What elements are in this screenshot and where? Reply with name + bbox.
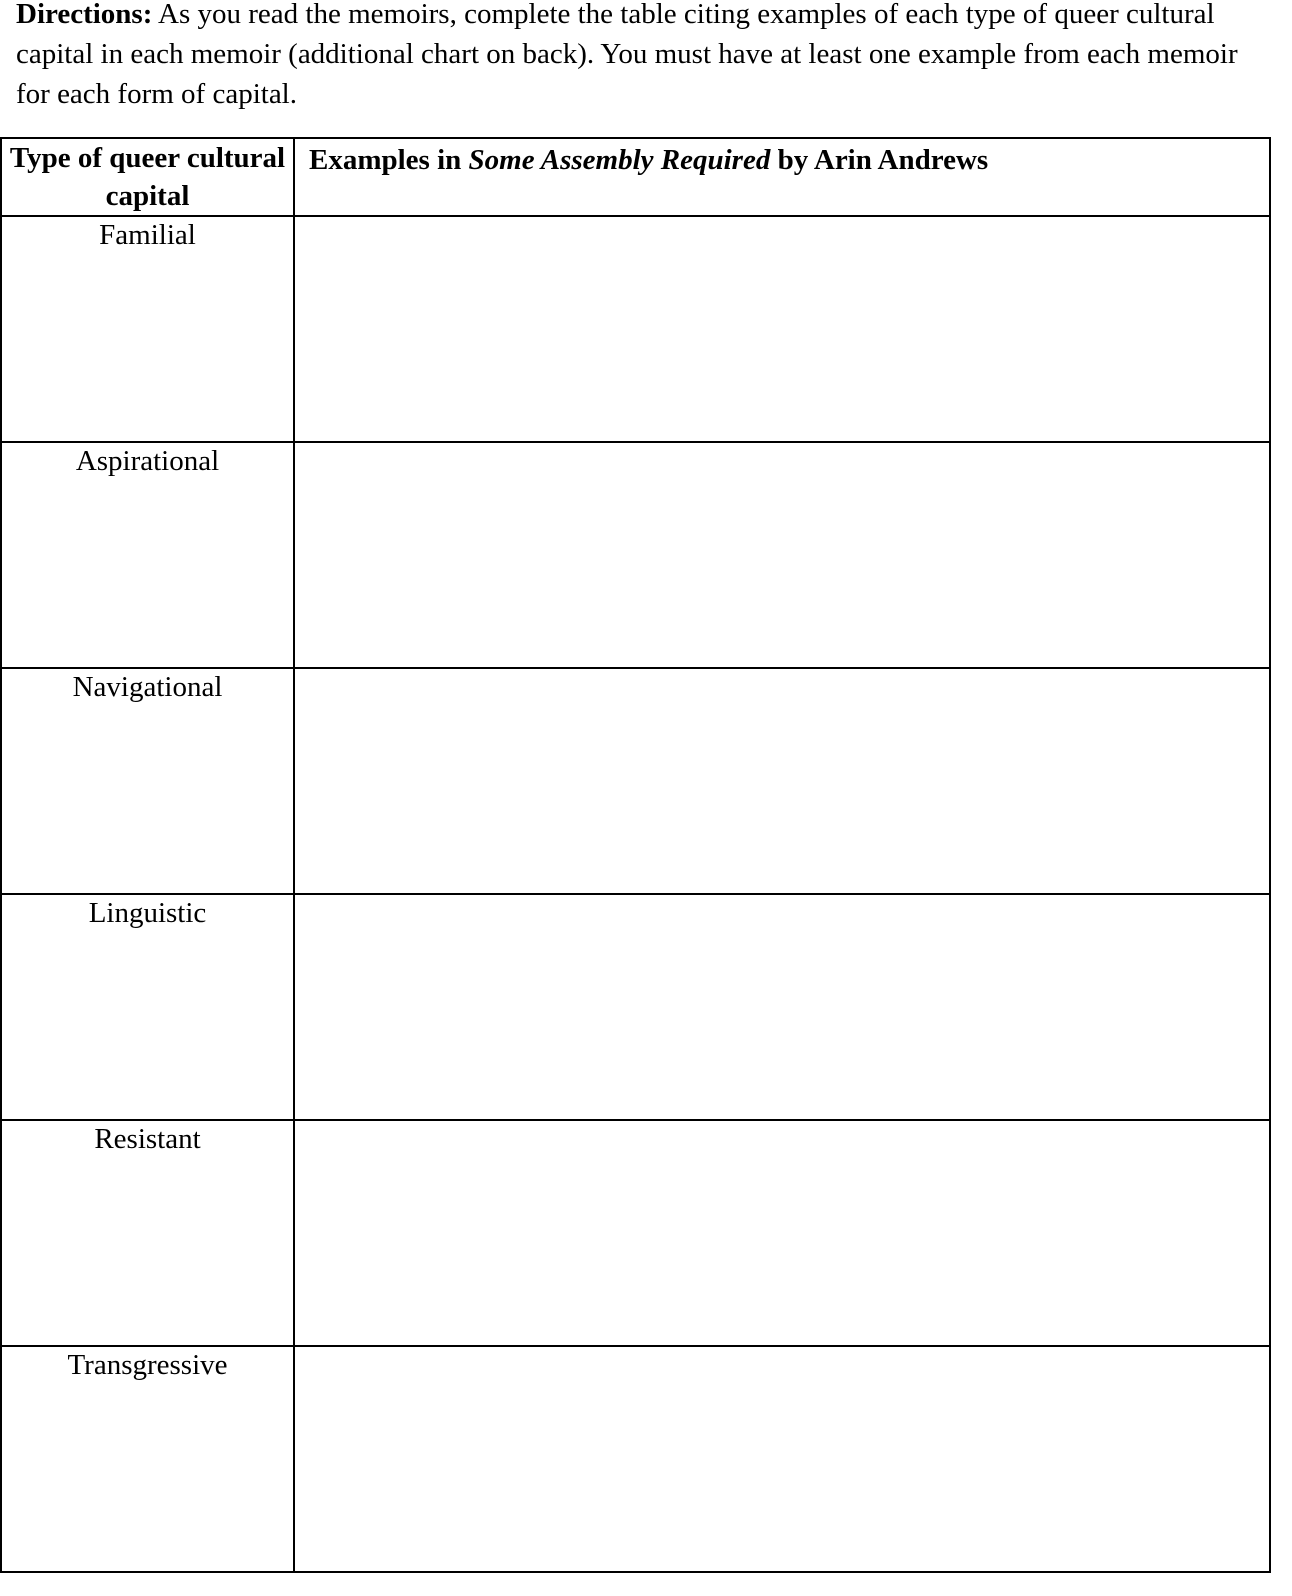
table-row [1, 1120, 1270, 1346]
type-column-header: Type of queer cultural capital [1, 138, 294, 216]
example-cell-resistant[interactable] [294, 1120, 1270, 1346]
capital-type-aspirational: Aspirational [1, 442, 294, 668]
example-cell-familial[interactable] [294, 216, 1270, 442]
capital-type-navigational: Navigational [1, 668, 294, 894]
capital-type-linguistic: Linguistic [1, 894, 294, 1120]
examples-header-suffix: by Arin Andrews [770, 144, 989, 176]
table-header-row [1, 138, 1270, 216]
capital-type-transgressive: Transgressive [1, 1346, 294, 1572]
book-title: Some Assembly Required [468, 144, 771, 176]
examples-header-prefix: Examples in [309, 144, 469, 176]
example-cell-navigational[interactable] [294, 668, 1270, 894]
capital-table [0, 137, 1271, 1573]
capital-type-familial: Familial [1, 216, 294, 442]
example-cell-transgressive[interactable] [294, 1346, 1270, 1572]
directions-paragraph [16, 0, 1278, 114]
table-row [1, 442, 1270, 668]
table-row [1, 668, 1270, 894]
capital-type-resistant: Resistant [1, 1120, 294, 1346]
table-row [1, 216, 1270, 442]
directions-lead: Directions: [16, 0, 153, 30]
table-row [1, 894, 1270, 1120]
table-row [1, 1346, 1270, 1572]
examples-column-header [294, 138, 1270, 216]
example-cell-aspirational[interactable] [294, 442, 1270, 668]
directions-text: As you read the memoirs, complete the table citing examples of each type of queer cultural capital in each memoir (additional chart on back). You must have at least one example from each memoir for each form of capital. [16, 0, 1238, 110]
example-cell-linguistic[interactable] [294, 894, 1270, 1120]
